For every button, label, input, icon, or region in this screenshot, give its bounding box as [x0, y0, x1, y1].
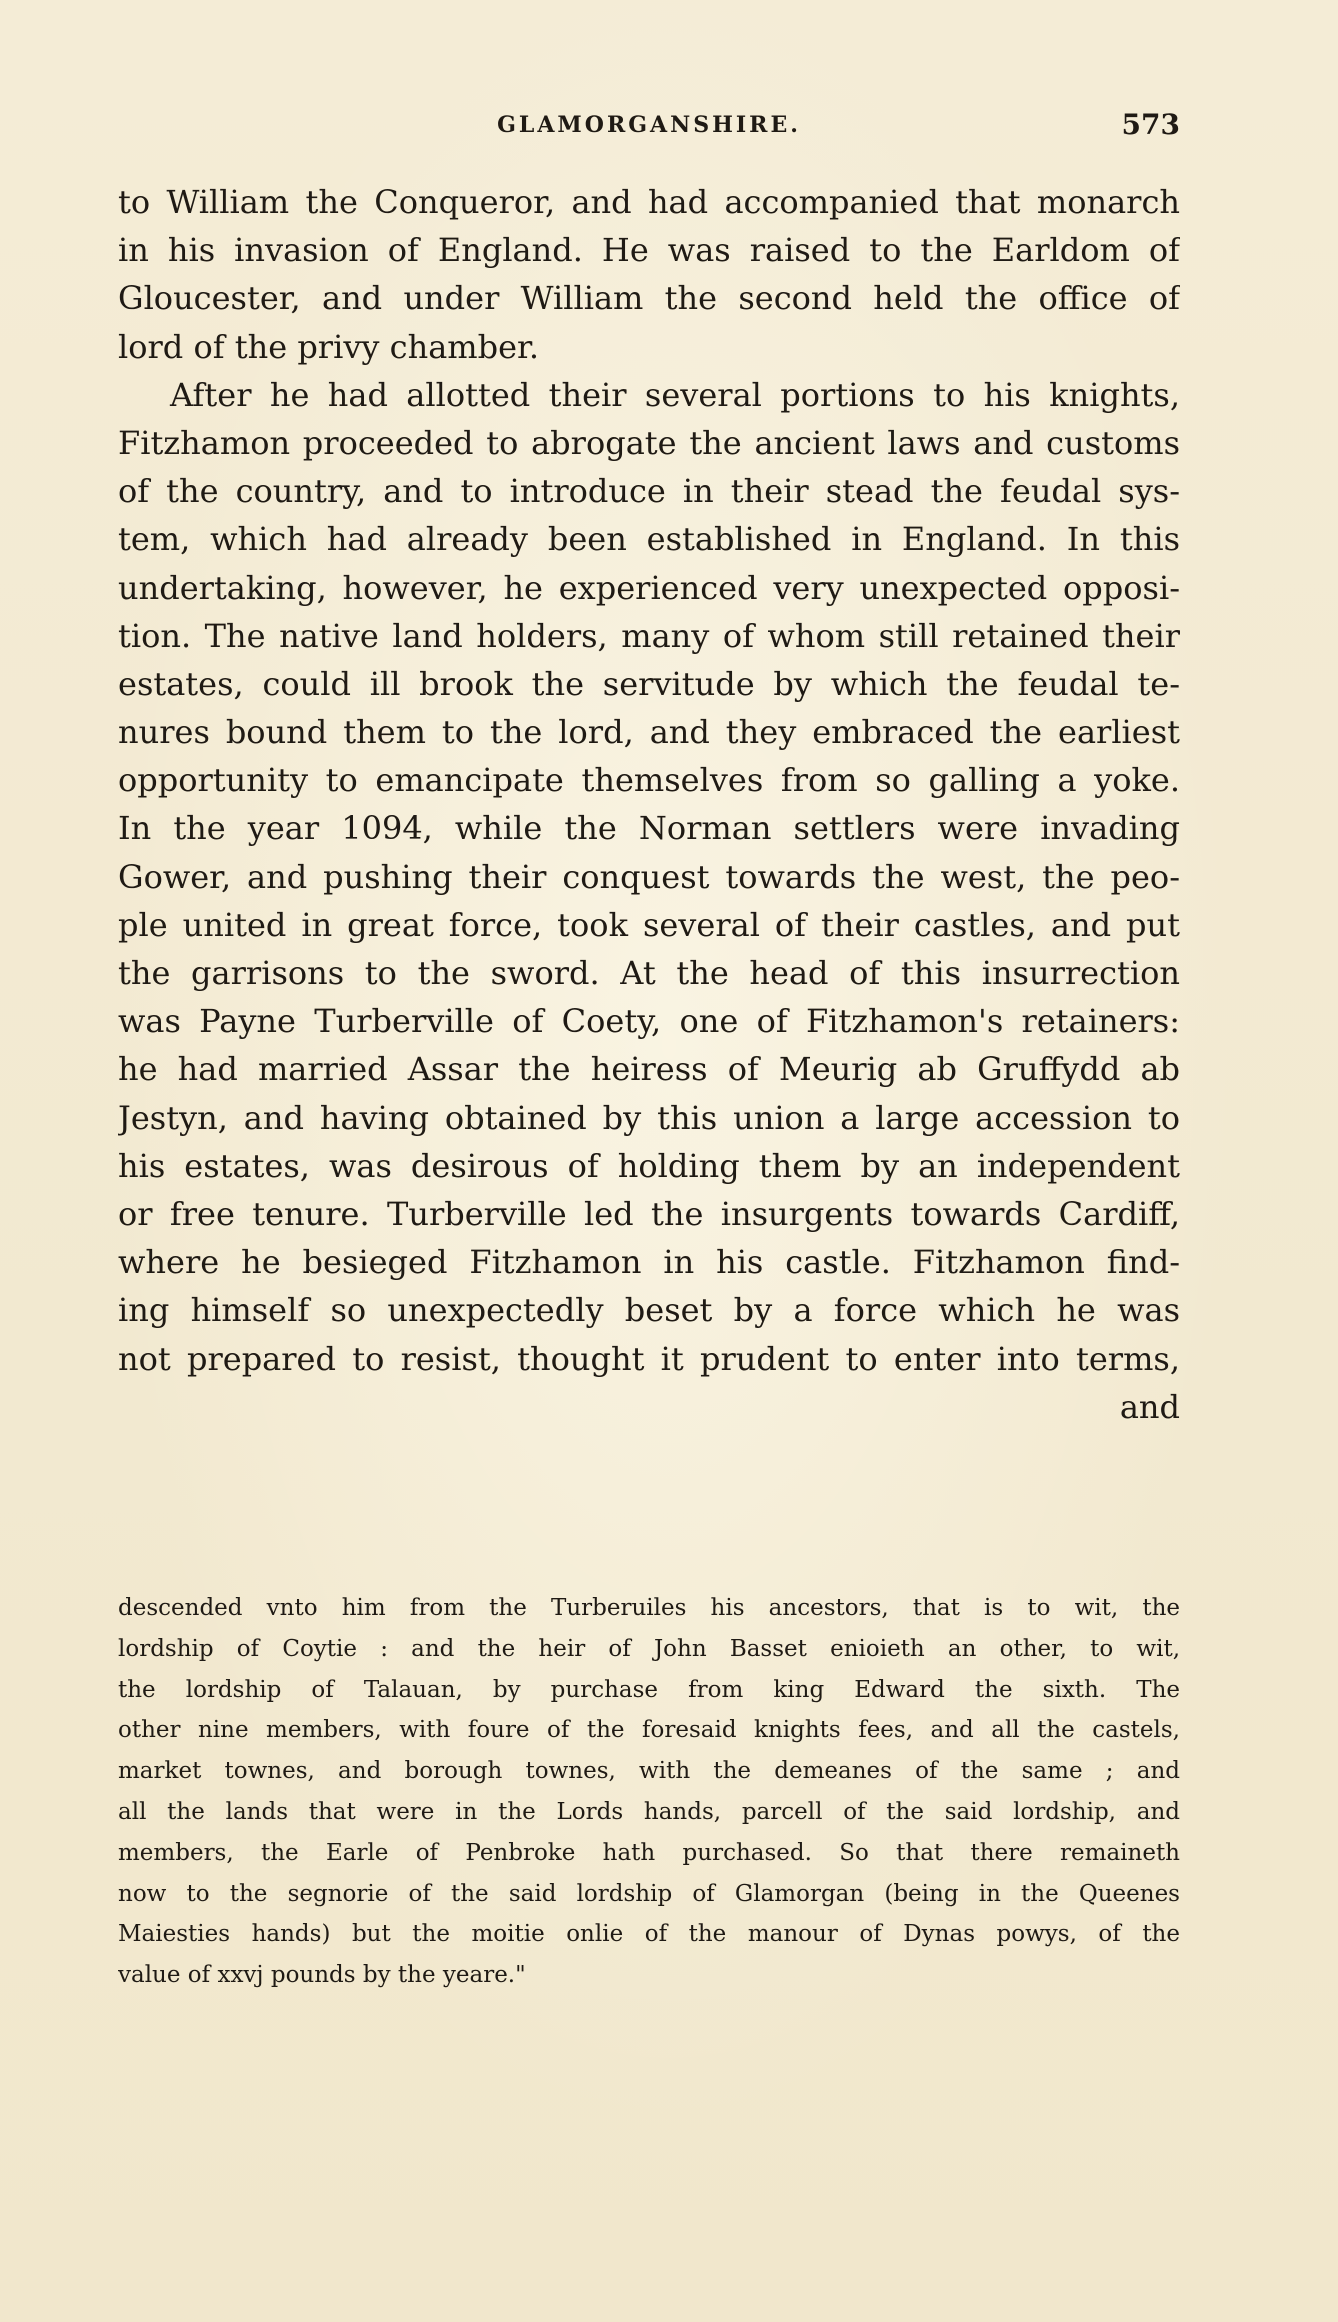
page-number: 573	[1121, 108, 1180, 141]
body-line: to William the Conqueror, and had accompanied that monarch	[118, 183, 1180, 221]
footnote-line: the lordship of Talauan, by purchase from king Edward the sixth. The	[118, 1676, 1180, 1703]
body-line: in his invasion of England. He was raised to the Earldom of	[118, 231, 1180, 270]
footnote-line: all the lands that were in the Lords hands, parcell of the said lordship, and	[118, 1798, 1180, 1825]
running-head	[118, 108, 1180, 152]
body-line: of the country, and to introduce in their stead the feudal sys-	[118, 472, 1180, 511]
body-line: or free tenure. Turberville led the insurgents towards Cardiff,	[118, 1194, 1180, 1233]
footnote-line: market townes, and borough townes, with the demeanes of the same ; and	[118, 1758, 1180, 1785]
body-line: undertaking, however, he experienced very unexpected opposi-	[118, 568, 1180, 607]
footnote-line: Maiesties hands) but the moitie onlie of the manour of Dynas powys, of the	[118, 1921, 1180, 1948]
body-line: ing himself so unexpectedly beset by a force which he was	[118, 1291, 1180, 1330]
body-line: After he had allotted their several portions to his knights,	[170, 375, 1180, 414]
footnote-line: now to the segnorie of the said lordship of Glamorgan (being in the Queenes	[118, 1880, 1180, 1907]
body-line: Gower, and pushing their conquest towards the west, the peo-	[118, 857, 1180, 896]
body-line: opportunity to emancipate themselves from so galling a yoke.	[118, 761, 1180, 800]
catchword: and	[1119, 1387, 1180, 1426]
body-line: his estates, was desirous of holding them by an independent	[118, 1146, 1180, 1185]
body-line: In the year 1094, while the Norman settlers were invading	[118, 809, 1180, 848]
body-line: tem, which had already been established in England. In this	[118, 520, 1180, 559]
footnote-line: descended vnto him from the Turberuiles his ancestors, that is to wit, the	[118, 1595, 1180, 1621]
body-line: nures bound them to the lord, and they embraced the earliest	[118, 713, 1180, 752]
body-line: ple united in great force, took several of their castles, and put	[118, 905, 1180, 944]
body-line: where he besieged Fitzhamon in his castle. Fitzhamon find-	[118, 1243, 1180, 1282]
body-line: Fitzhamon proceeded to abrogate the ancient laws and customs	[118, 423, 1180, 462]
footnote	[118, 1588, 1180, 1996]
running-title: GLAMORGANSHIRE.	[497, 112, 801, 138]
footnote-line: members, the Earle of Penbroke hath purchased. So that there remaineth	[118, 1839, 1180, 1866]
body-line: lord of the privy chamber.	[118, 327, 539, 366]
body-line: Gloucester, and under William the second held the office of	[118, 279, 1180, 318]
body-text	[118, 178, 1180, 1431]
footnote-line: value of xxvj pounds by the yeare."	[118, 1962, 526, 1989]
footnote-line: lordship of Coytie : and the heir of John Basset enioieth an other, to wit,	[118, 1635, 1180, 1662]
body-line: he had married Assar the heiress of Meurig ab Gruffydd ab	[118, 1050, 1180, 1089]
body-line: tion. The native land holders, many of whom still retained their	[118, 616, 1180, 655]
body-line: was Payne Turberville of Coety, one of Fitzhamon's retainers:	[118, 1002, 1180, 1041]
body-line: Jestyn, and having obtained by this union a large accession to	[118, 1098, 1180, 1137]
body-line: the garrisons to the sword. At the head of this insurrection	[118, 954, 1180, 992]
body-line: estates, could ill brook the servitude by which the feudal te-	[118, 664, 1180, 703]
footnote-line: other nine members, with foure of the foresaid knights fees, and all the castels,	[118, 1717, 1180, 1744]
body-line: not prepared to resist, thought it prudent to enter into terms,	[118, 1339, 1180, 1378]
